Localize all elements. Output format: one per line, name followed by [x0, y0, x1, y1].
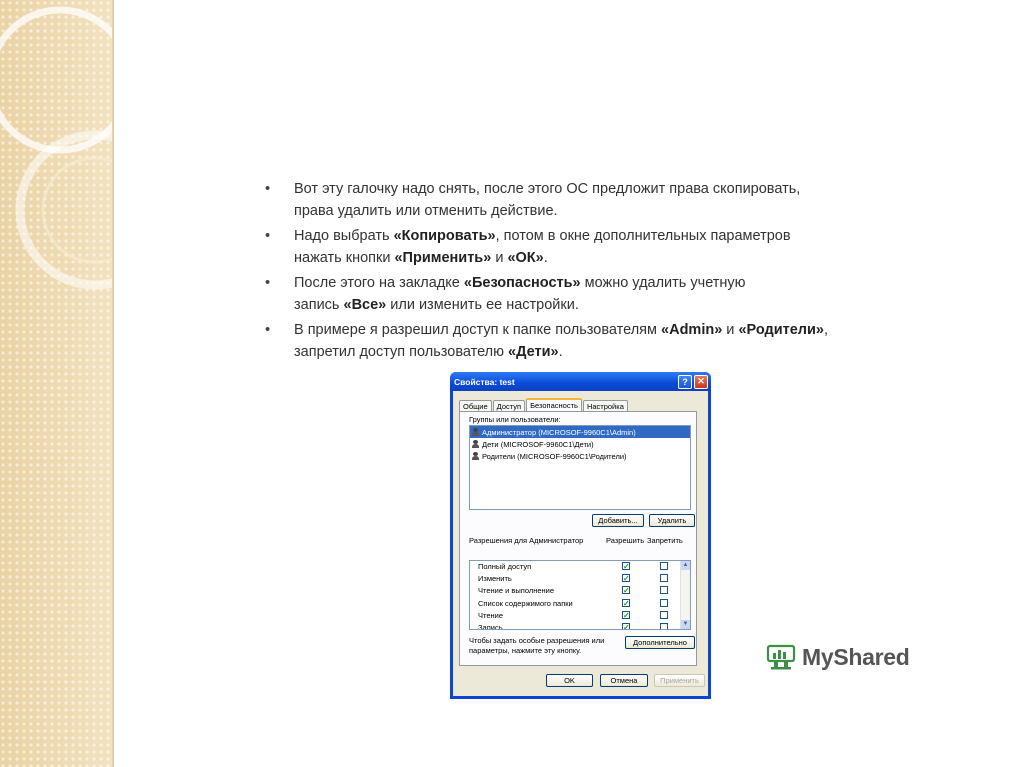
decorative-side-strip [0, 0, 113, 767]
deny-checkbox[interactable] [660, 623, 668, 630]
ok-button[interactable]: OK [546, 674, 593, 687]
bullet-text: нажать кнопки [294, 250, 395, 266]
permission-row [470, 610, 690, 622]
user-name: Родители (MICROSOF-9960C1\Родители) [482, 451, 627, 461]
permission-name: Чтение [478, 610, 504, 620]
add-button[interactable]: Добавить... [592, 514, 644, 527]
allow-checkbox[interactable]: ✓ [623, 574, 630, 584]
user-name: Администратор (MICROSOF-9960C1\Admin) [482, 427, 636, 437]
permission-name: Запись [478, 622, 503, 630]
scroll-up-icon[interactable]: ▲ [682, 562, 689, 568]
bullet-bold: «Безопасность» [463, 275, 581, 291]
user-icon [472, 452, 479, 460]
allow-checkbox[interactable]: ✓ [623, 562, 630, 571]
permission-name: Список содержимого папки [478, 598, 573, 608]
bullet-item [262, 272, 902, 316]
dialog-titlebar[interactable] [450, 372, 711, 391]
tab-security[interactable]: Безопасность [526, 398, 582, 414]
help-icon: ? [682, 376, 688, 387]
remove-button[interactable]: Удалить [649, 514, 695, 527]
security-panel [459, 411, 697, 666]
permission-row [470, 561, 690, 573]
user-icon [472, 440, 479, 448]
user-name: Дети (MICROSOF-9960C1\Дети) [482, 439, 594, 449]
permission-row [470, 622, 690, 630]
bullet-item [262, 319, 902, 363]
deny-checkbox[interactable] [660, 574, 668, 582]
allow-checkbox[interactable]: ✓ [623, 622, 630, 630]
bullet-text: В примере я разрешил доступ к папке пользователям [294, 322, 662, 338]
bullet-text: и [491, 250, 508, 266]
myshared-logo-icon [766, 642, 796, 672]
bullet-text: можно удалить учетную [580, 275, 746, 291]
user-row[interactable] [470, 450, 690, 462]
users-list[interactable] [469, 425, 691, 510]
bullet-text: права удалить или отменить действие. [294, 203, 558, 219]
close-icon: ✕ [697, 376, 705, 386]
dialog-body [453, 391, 708, 696]
deny-checkbox[interactable] [660, 599, 668, 607]
tab-customize[interactable]: Настройка [583, 400, 628, 413]
tab-sharing[interactable]: Доступ [493, 400, 525, 413]
deny-checkbox[interactable] [660, 562, 668, 570]
user-row[interactable] [470, 426, 690, 438]
properties-dialog [450, 372, 711, 699]
allow-checkbox[interactable]: ✓ [623, 586, 630, 596]
bullet-bold: «Все» [343, 297, 387, 313]
close-button[interactable] [694, 375, 708, 389]
special-hint-line1: Чтобы задать особые разрешения или [469, 636, 605, 645]
bullet-bold: «Дети» [508, 344, 559, 360]
slide-bullet-list [262, 178, 902, 366]
tab-general[interactable]: Общие [459, 400, 492, 413]
user-row[interactable] [470, 438, 690, 450]
permission-name: Чтение и выполнение [478, 586, 555, 596]
allow-header: Разрешить [606, 536, 645, 545]
user-icon [472, 428, 479, 436]
bullet-text: , потом в окне дополнительных параметров [495, 228, 791, 244]
deny-header: Запретить [647, 536, 683, 545]
permissions-label: Разрешения для Администратор [469, 536, 584, 545]
bullet-text: или изменить ее настройки. [386, 297, 579, 313]
bullet-text: запись [294, 297, 344, 313]
allow-checkbox[interactable]: ✓ [623, 598, 630, 608]
special-hint-line2: параметры, нажмите эту кнопку. [469, 646, 582, 655]
permission-row [470, 573, 690, 585]
bullet-bold: «ОК» [507, 250, 544, 266]
apply-button[interactable]: Применить [654, 674, 705, 687]
advanced-button[interactable]: Дополнительно [625, 636, 695, 649]
myshared-logo [766, 642, 910, 672]
bullet-text: и [722, 322, 739, 338]
side-divider [113, 0, 114, 767]
permission-name: Полный доступ [478, 562, 532, 571]
bullet-text: После этого на закладке [294, 275, 464, 291]
dialog-title: Свойства: test [454, 376, 515, 387]
permission-row [470, 585, 690, 597]
bullet-bold: «Применить» [394, 250, 492, 266]
myshared-logo-text: MyShared [802, 643, 910, 670]
permission-row [470, 598, 690, 610]
permission-name: Изменить [478, 574, 512, 584]
bullet-bold: «Родители» [738, 322, 824, 338]
deny-checkbox[interactable] [660, 611, 668, 619]
allow-checkbox[interactable]: ✓ [623, 610, 630, 620]
bullet-item [262, 178, 902, 222]
bullet-text: Надо выбрать [294, 228, 394, 244]
bullet-text: запретил доступ пользователю [294, 344, 509, 360]
permissions-list[interactable] [469, 560, 691, 630]
permissions-scrollbar[interactable] [680, 561, 690, 629]
bullet-bold: «Admin» [661, 322, 723, 338]
bullet-text: . [558, 344, 563, 360]
groups-label: Группы или пользователи: [469, 415, 561, 424]
help-button[interactable] [678, 375, 692, 389]
scroll-down-icon[interactable]: ▼ [682, 621, 689, 627]
deny-checkbox[interactable] [660, 586, 668, 594]
cancel-button[interactable]: Отмена [600, 674, 648, 687]
bullet-text: , [823, 322, 828, 338]
bullet-text: . [543, 250, 548, 266]
bullet-item [262, 225, 902, 269]
bullet-text: Вот эту галочку надо снять, после этого ОС предложит права скопировать, [294, 181, 801, 197]
bullet-bold: «Копировать» [393, 228, 496, 244]
